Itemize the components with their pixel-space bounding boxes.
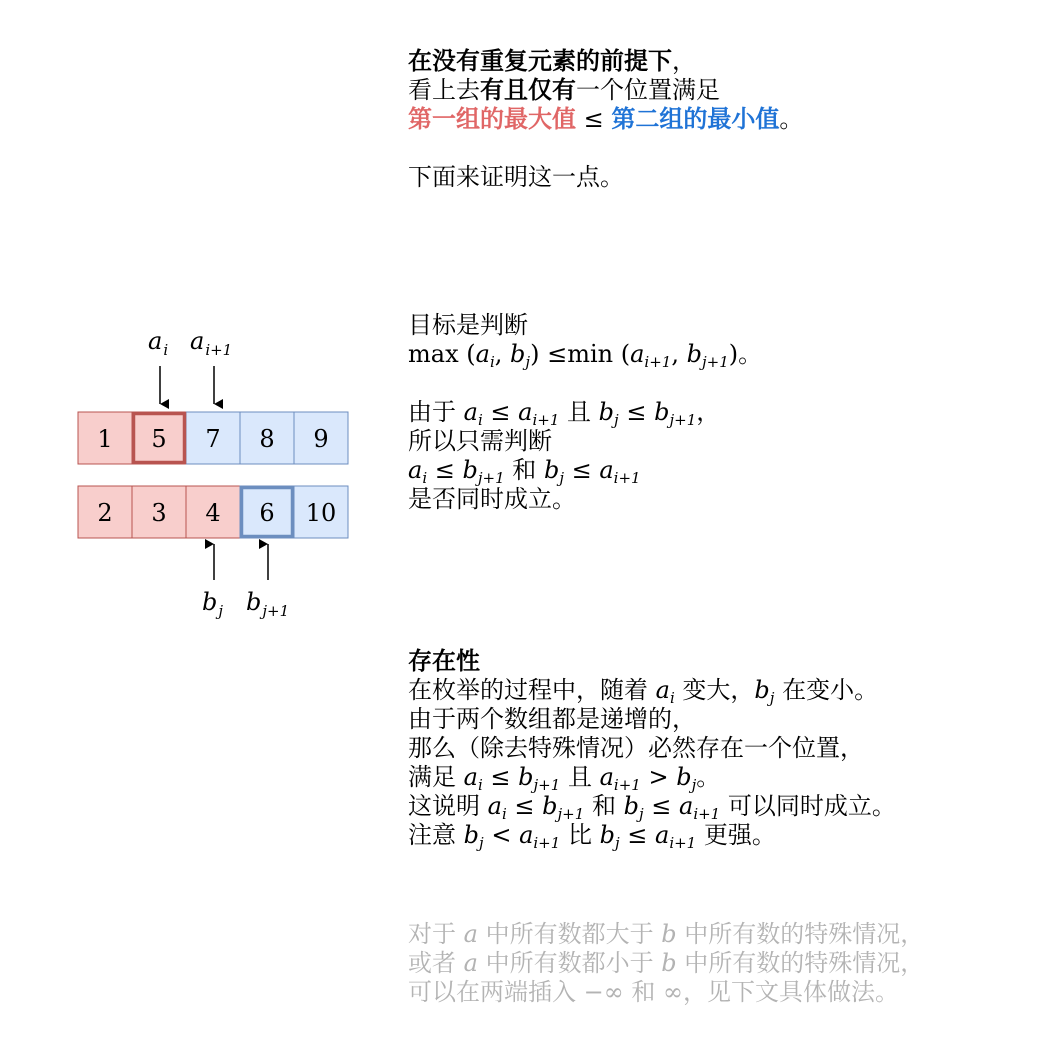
goal-line-4: 所以只需判断 xyxy=(408,427,552,455)
array-a-cell-value-4: 9 xyxy=(313,425,329,453)
array-a-cell-value-2: 7 xyxy=(205,425,221,453)
existence-block xyxy=(408,647,896,850)
existence-line-2: 由于两个数组都是递增的， xyxy=(408,705,696,733)
intro-line-1: 在没有重复元素的前提下， xyxy=(408,47,696,75)
existence-line-6: 注意 $b_j < a_{i+1}$ 比 $b_j \le a_{i+1}$ 更强。 xyxy=(408,821,776,852)
array-a-cell-value-1: 5 xyxy=(151,425,167,453)
goal-formula: $\max (a_i$, $b_j) \le\min$ ($a_{i+1}$, $b_{j+1}$)。 xyxy=(408,340,763,371)
existence-line-4: 满足 $a_i \le b_{j+1}$ 且 $a_{i+1} > b_j$。 xyxy=(408,763,721,794)
array-b-row xyxy=(78,486,348,538)
label-b-j1: $b_{j+1}$ xyxy=(246,588,290,620)
array-b-cell-value-1: 3 xyxy=(151,499,167,527)
array-b-cell-value-3: 6 xyxy=(259,499,275,527)
array-b-cell-value-2: 4 xyxy=(205,499,221,527)
label-b-j: $b_j$ xyxy=(202,588,224,620)
array-b-cell-value-0: 2 xyxy=(97,499,113,527)
intro-line-3: 第一组的最大值 ≤ 第二组的最小值。 xyxy=(408,105,804,133)
label-a-i: $a_i$ xyxy=(148,327,169,359)
existence-line-1: 在枚举的过程中，随着 $a_i$ 变大，$b_j$ 在变小。 xyxy=(408,676,879,707)
intro-block xyxy=(408,47,803,192)
goal-line-3: 由于 $a_i \le a_{i+1}$ 且 $b_j \le b_{j+1}$， xyxy=(408,398,721,429)
goal-line-1: 目标是判断 xyxy=(408,311,528,339)
array-a-cell-value-0: 1 xyxy=(97,425,113,453)
existence-line-5: 这说明 $a_i \le b_{j+1}$ 和 $b_j \le a_{i+1}$ 可以同时成立。 xyxy=(408,792,896,823)
array-a-cell-value-3: 8 xyxy=(259,425,275,453)
array-b-cell-value-4: 10 xyxy=(305,499,337,527)
existence-title: 存在性 xyxy=(408,647,480,675)
note-line-2: 或者 a 中所有数都小于 b 中所有数的特殊情况， xyxy=(408,949,925,977)
array-a-row xyxy=(78,412,348,464)
goal-line-6: 是否同时成立。 xyxy=(408,485,576,513)
label-a-i1: $a_{i+1}$ xyxy=(190,327,233,359)
goal-line-5: $a_i \le b_{j+1}$ 和 $b_j \le a_{i+1}$ xyxy=(408,456,641,487)
goal-block xyxy=(408,311,762,514)
note-line-1: 对于 a 中所有数都大于 b 中所有数的特殊情况， xyxy=(408,920,925,948)
intro-line-4: 下面来证明这一点。 xyxy=(408,163,624,191)
intro-line-2: 看上去有且仅有一个位置满足 xyxy=(408,76,720,104)
special-case-note xyxy=(408,920,924,1007)
existence-line-3: 那么（除去特殊情况）必然存在一个位置， xyxy=(408,734,864,762)
note-line-3: 可以在两端插入 −∞ 和 ∞，见下文具体做法。 xyxy=(408,978,900,1006)
